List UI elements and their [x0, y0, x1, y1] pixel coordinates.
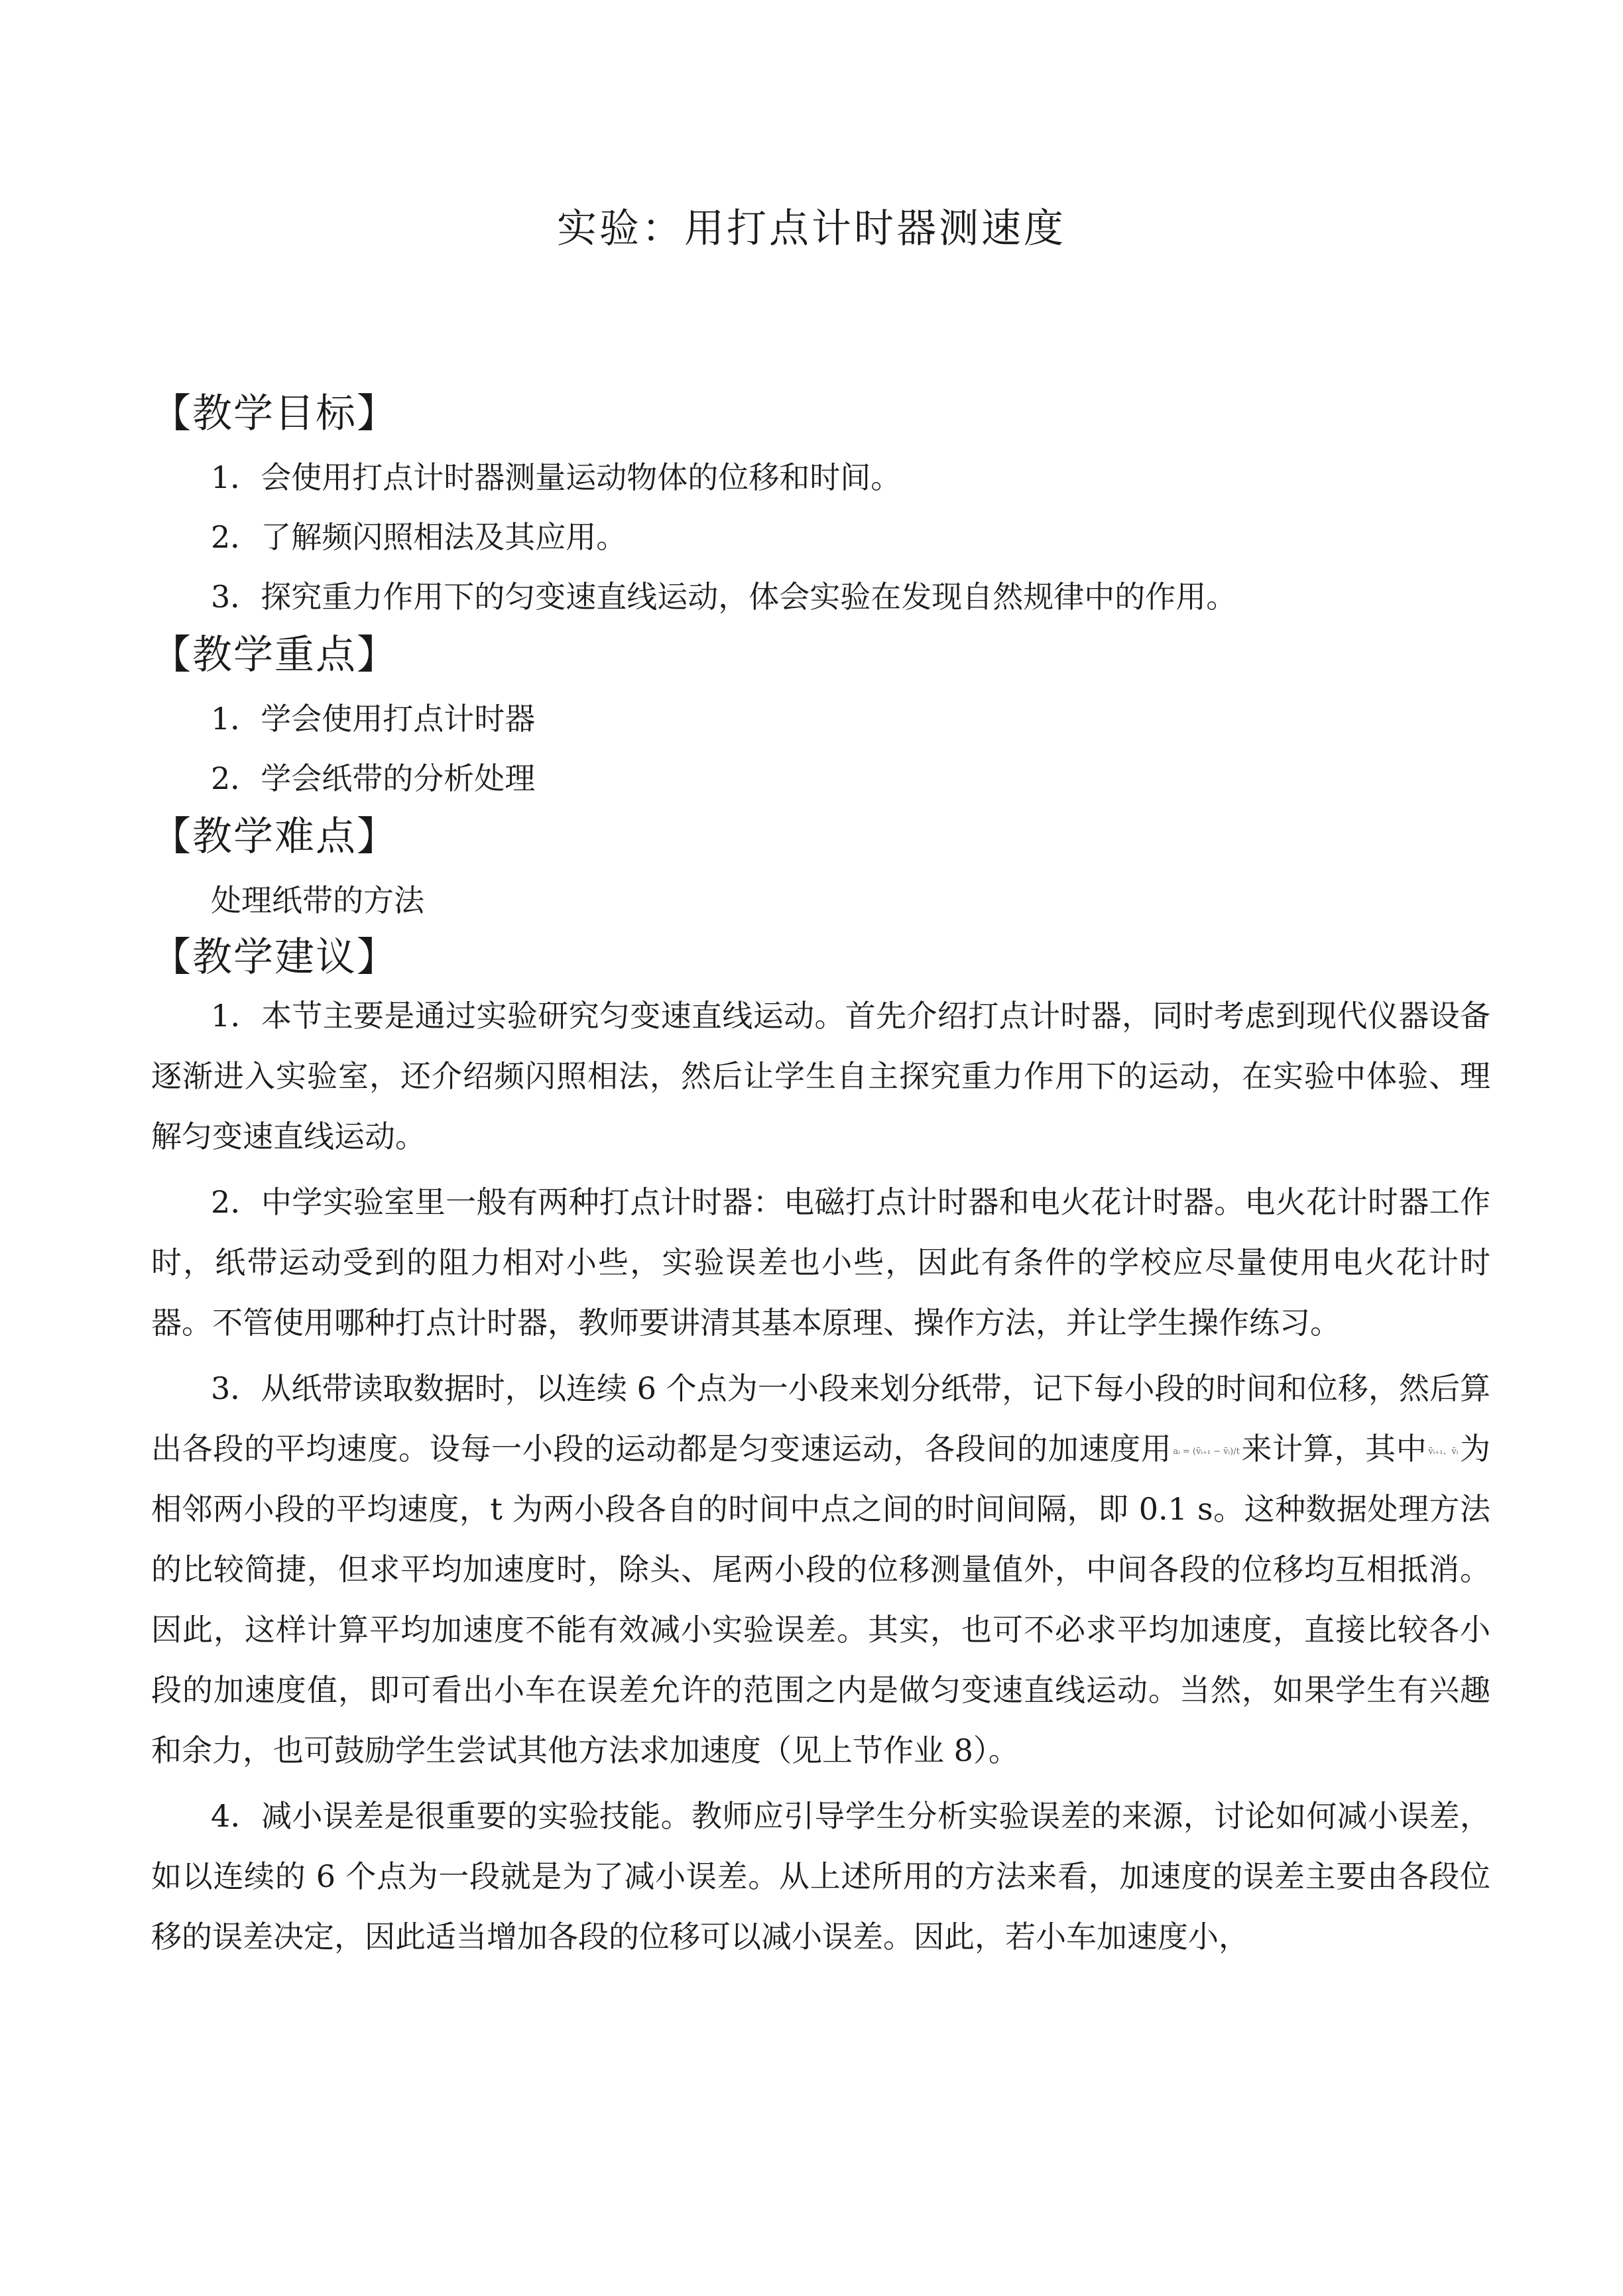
key-point-item: 2．学会纸带的分析处理	[211, 760, 536, 796]
objective-item: 3．探究重力作用下的匀变速直线运动，体会实验在发现自然规律中的作用。	[211, 579, 1237, 615]
acceleration-formula: aᵢ = (v̄ᵢ₊₁ − v̄ᵢ)/t	[1173, 1446, 1240, 1457]
suggestion-paragraph-1: 1．本节主要是通过实验研究匀变速直线运动。首先介绍打点计时器，同时考虑到现代仪器设备逐渐进入实验室，还介绍频闪照相法，然后让学生自主探究重力作用下的运动，在实验中体验、理解匀变速直线运动。	[151, 998, 1490, 1154]
velocity-symbols: v̄ᵢ₊₁、v̄ᵢ	[1428, 1446, 1459, 1457]
suggestion-paragraph-4: 4．减小误差是很重要的实验技能。教师应引导学生分析实验误差的来源，讨论如何减小误差，如以连续的 6 个点为一段就是为了减小误差。从上述所用的方法来看，加速度的误差主要由各段位移的误差决定，因此适当增加各段的位移可以减小误差。因此，若小车加速度小，	[151, 1798, 1490, 1955]
heading-difficulties: 【教学难点】	[151, 814, 398, 860]
objective-item: 2．了解频闪照相法及其应用。	[211, 519, 627, 555]
p3-text-c: 为相邻两小段的平均速度，t 为两小段各自的时间中点之间的时间间隔，即 0.1 s。这种数据处理方法的比较简捷，但求平均加速度时，除头、尾两小段的位移测量值外，中间各段的位移均互相抵消。因此，这样计算平均加速度不能有效减小实验误差。其实，也可不必求平均加速度，直接比较各小段的加速度值，即可看出小车在误差允许的范围之内是做匀变速直线运动。当然，如果学生有兴趣和余力，也可鼓励学生尝试其他方法求加速度（见上节作业 8）。	[151, 1431, 1491, 1768]
heading-suggestions: 【教学建议】	[151, 934, 398, 981]
suggestion-paragraph-3	[151, 1359, 1490, 1781]
p3-text-a: 3．从纸带读取数据时，以连续 6 个点为一小段来划分纸带，记下每小段的时间和位移，然后算出各段的平均速度。设每一小段的运动都是匀变速运动，各段间的加速度用	[151, 1370, 1490, 1467]
heading-key-points: 【教学重点】	[151, 632, 398, 678]
difficulty-item: 处理纸带的方法	[211, 882, 424, 918]
suggestion-paragraph-2: 2．中学实验室里一般有两种打点计时器：电磁打点计时器和电火花计时器。电火花计时器工作时，纸带运动受到的阻力相对小些，实验误差也小些，因此有条件的学校应尽量使用电火花计时器。不管使用哪种打点计时器，教师要讲清其基本原理、操作方法，并让学生操作练习。	[151, 1184, 1490, 1341]
page-title: 实验：用打点计时器测速度	[557, 206, 1066, 252]
suggestions-body	[151, 986, 1490, 1967]
p3-text-b: 来计算，其中	[1240, 1431, 1427, 1467]
key-point-item: 1．学会使用打点计时器	[211, 701, 536, 737]
heading-objectives: 【教学目标】	[151, 391, 398, 437]
objective-item: 1．会使用打点计时器测量运动物体的位移和时间。	[211, 459, 902, 495]
